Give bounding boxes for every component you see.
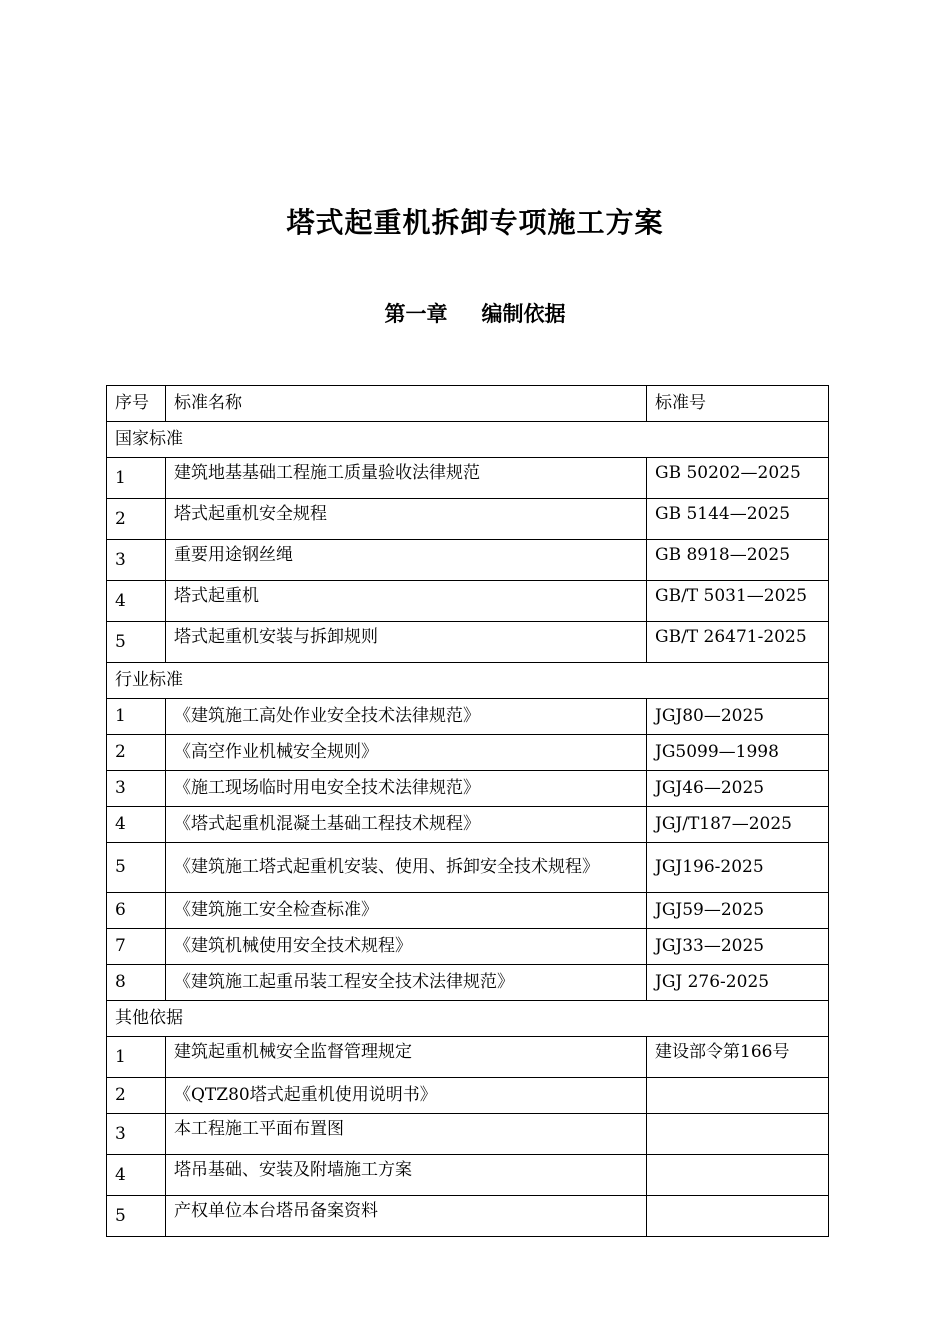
row-number: 3 <box>107 1114 166 1155</box>
standard-name: 《建筑施工塔式起重机安装、使用、拆卸安全技术规程》 <box>166 843 647 893</box>
chapter-number: 第一章 <box>384 301 448 326</box>
table-row <box>107 499 829 540</box>
standard-name: 塔式起重机安全规程 <box>166 499 647 540</box>
section-row <box>107 663 829 699</box>
table-row <box>107 1114 829 1155</box>
standard-code: GB/T 5031—2025 <box>647 581 829 622</box>
table-row <box>107 807 829 843</box>
standard-name: 《塔式起重机混凝土基础工程技术规程》 <box>166 807 647 843</box>
header-cell-no: 序号 <box>107 386 166 422</box>
standard-code: JGJ/T187—2025 <box>647 807 829 843</box>
standard-name: 《施工现场临时用电安全技术法律规范》 <box>166 771 647 807</box>
row-number: 2 <box>107 735 166 771</box>
standard-name: 《建筑施工高处作业安全技术法律规范》 <box>166 699 647 735</box>
row-number: 7 <box>107 929 166 965</box>
header-cell-code: 标准号 <box>647 386 829 422</box>
standard-code: JGJ46—2025 <box>647 771 829 807</box>
table-row <box>107 622 829 663</box>
table-row <box>107 1196 829 1237</box>
table-row <box>107 1037 829 1078</box>
standard-code: GB 50202—2025 <box>647 458 829 499</box>
table-row <box>107 1155 829 1196</box>
standard-code: JG5099—1998 <box>647 735 829 771</box>
row-number: 5 <box>107 843 166 893</box>
row-number: 3 <box>107 540 166 581</box>
table-row <box>107 540 829 581</box>
row-number: 4 <box>107 1155 166 1196</box>
chapter-name: 编制依据 <box>481 301 566 326</box>
row-number: 5 <box>107 1196 166 1237</box>
standard-name: 《QTZ80塔式起重机使用说明书》 <box>166 1078 647 1114</box>
standard-code: JGJ196-2025 <box>647 843 829 893</box>
row-number: 1 <box>107 458 166 499</box>
standard-code <box>647 1155 829 1196</box>
table-row <box>107 929 829 965</box>
standard-name: 《建筑施工起重吊装工程安全技术法律规范》 <box>166 965 647 1001</box>
table-row <box>107 458 829 499</box>
row-number: 3 <box>107 771 166 807</box>
table-row <box>107 771 829 807</box>
standard-name: 塔式起重机安装与拆卸规则 <box>166 622 647 663</box>
standards-table <box>106 385 829 1237</box>
standard-code: JGJ59—2025 <box>647 893 829 929</box>
standard-code <box>647 1078 829 1114</box>
standard-code <box>647 1114 829 1155</box>
standard-name: 建筑地基基础工程施工质量验收法律规范 <box>166 458 647 499</box>
row-number: 8 <box>107 965 166 1001</box>
document-title: 塔式起重机拆卸专项施工方案 <box>286 206 664 239</box>
standard-name: 重要用途钢丝绳 <box>166 540 647 581</box>
row-number: 6 <box>107 893 166 929</box>
table-row <box>107 735 829 771</box>
row-number: 4 <box>107 581 166 622</box>
row-number: 1 <box>107 1037 166 1078</box>
standard-name: 《建筑施工安全检查标准》 <box>166 893 647 929</box>
standard-code: GB/T 26471-2025 <box>647 622 829 663</box>
table-header-row <box>107 386 829 422</box>
standard-code: GB 8918—2025 <box>647 540 829 581</box>
table-row <box>107 965 829 1001</box>
chapter-heading <box>0 296 950 332</box>
standard-code: 建设部令第166号 <box>647 1037 829 1078</box>
section-title: 行业标准 <box>107 663 829 699</box>
section-title: 其他依据 <box>107 1001 829 1037</box>
standard-name: 塔吊基础、安装及附墙施工方案 <box>166 1155 647 1196</box>
standard-code: JGJ80—2025 <box>647 699 829 735</box>
standard-name: 《建筑机械使用安全技术规程》 <box>166 929 647 965</box>
standard-name: 本工程施工平面布置图 <box>166 1114 647 1155</box>
row-number: 1 <box>107 699 166 735</box>
row-number: 2 <box>107 1078 166 1114</box>
standard-code: GB 5144—2025 <box>647 499 829 540</box>
standard-name: 产权单位本台塔吊备案资料 <box>166 1196 647 1237</box>
table-row <box>107 581 829 622</box>
standard-name: 《高空作业机械安全规则》 <box>166 735 647 771</box>
row-number: 4 <box>107 807 166 843</box>
standard-name: 建筑起重机械安全监督管理规定 <box>166 1037 647 1078</box>
section-row <box>107 1001 829 1037</box>
table-row <box>107 1078 829 1114</box>
row-number: 5 <box>107 622 166 663</box>
standard-code <box>647 1196 829 1237</box>
standard-code: JGJ33—2025 <box>647 929 829 965</box>
table-row <box>107 843 829 893</box>
table-row <box>107 699 829 735</box>
header-cell-name: 标准名称 <box>166 386 647 422</box>
section-title: 国家标准 <box>107 422 829 458</box>
section-row <box>107 422 829 458</box>
row-number: 2 <box>107 499 166 540</box>
standard-name: 塔式起重机 <box>166 581 647 622</box>
standard-code: JGJ 276-2025 <box>647 965 829 1001</box>
table-row <box>107 893 829 929</box>
